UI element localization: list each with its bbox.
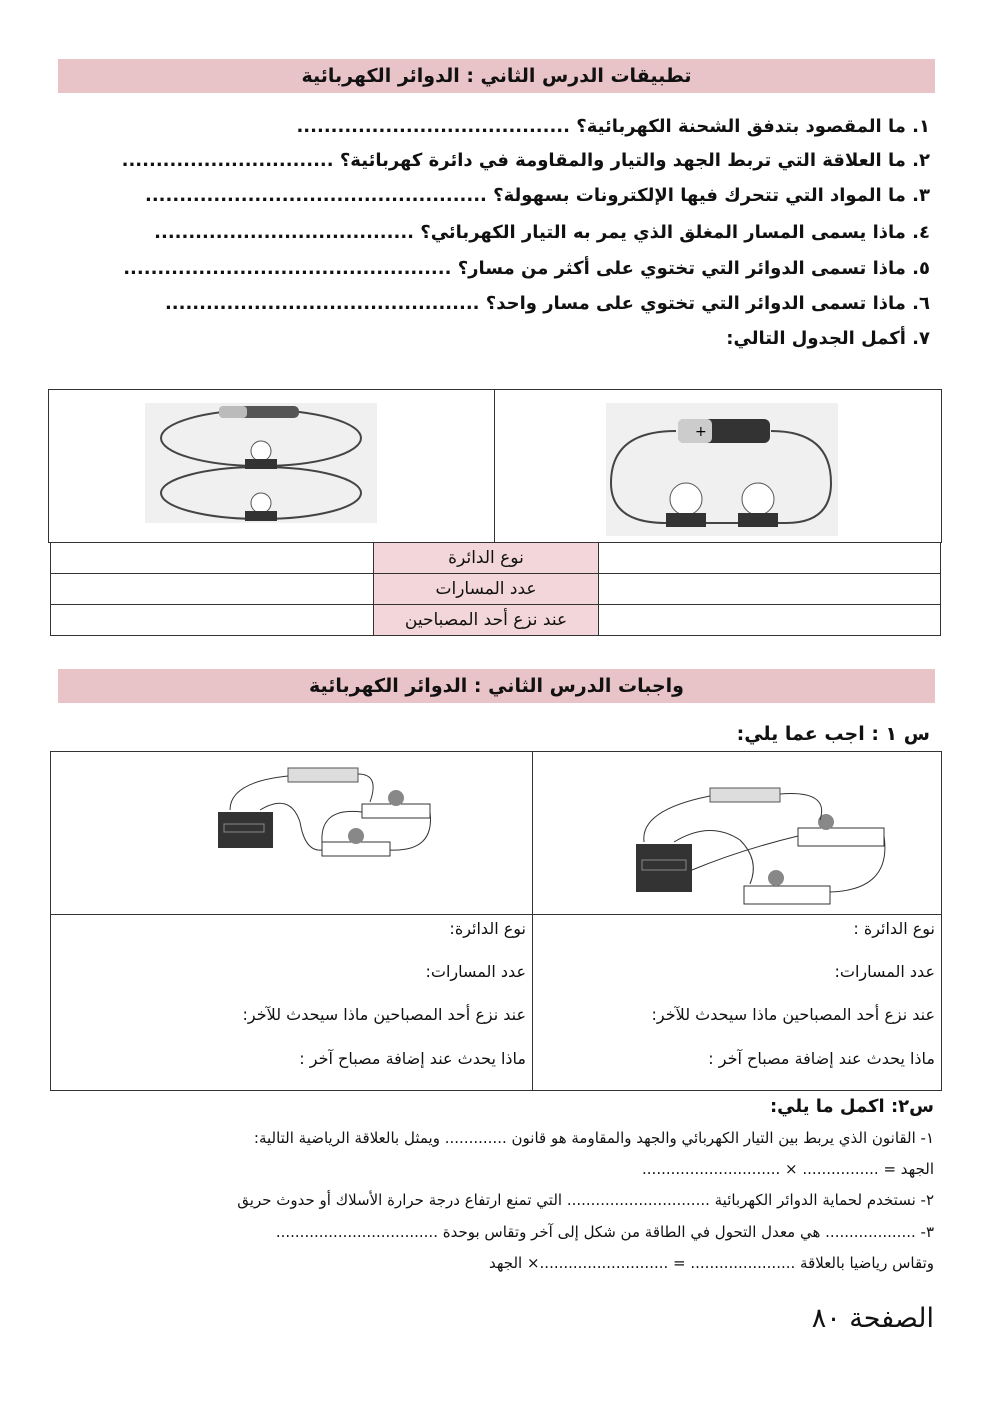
left-circuit-type-label: نوع الدائرة: — [449, 919, 526, 938]
q2-line-3: ٢- نستخدم لحماية الدوائر الكهربائية .............................. التي تمنع ارتفاع درجة حرارة الأسلاك أو حدوث حريق — [237, 1191, 934, 1209]
table-cell-answer[interactable] — [599, 574, 941, 605]
table-divider — [494, 389, 495, 542]
parallel-circuit-image — [145, 403, 377, 523]
left-path-count-label: عدد المسارات: — [425, 962, 526, 981]
question-6: ٦. ماذا تسمى الدوائر التي تختوي على مسار واحد؟ .............................................. — [164, 293, 930, 314]
svg-text:+: + — [695, 424, 707, 440]
q2-line-5: وتقاس رياضيا بالعلاقة ...................... = ...........................× الجهد — [488, 1254, 934, 1272]
row-label-circuit-type: نوع الدائرة — [374, 543, 599, 574]
section2-banner: واجبات الدرس الثاني : الدوائر الكهربائية — [58, 669, 935, 703]
section1-banner: تطبيقات الدرس الثاني : الدوائر الكهربائية — [58, 59, 935, 93]
table-cell-answer[interactable] — [51, 574, 374, 605]
q1-title: س ١ : اجب عما يلي: — [736, 723, 930, 745]
question-5: ٥. ماذا تسمى الدوائر التي تختوي على أكثر من مسار؟ ................................................ — [123, 258, 930, 279]
q2-title: س٢: اكمل ما يلي: — [769, 1096, 934, 1117]
question-2: ٢. ما العلاقة التي تربط الجهد والتيار والمقاومة في دائرة كهربائية؟ ............................... — [121, 150, 930, 171]
row-label-path-count: عدد المسارات — [374, 574, 599, 605]
q2-line-4: ٣- ................... هي معدل التحول في الطاقة من شكل إلى آخر وتقاس بوحدة .................................. — [275, 1223, 934, 1241]
q2-line-2: الجهد = ................ × ............................. — [642, 1160, 934, 1178]
left-remove-bulb-label: عند نزع أحد المصباحين ماذا سيحدث للآخر: — [242, 1005, 526, 1024]
table-cell-answer[interactable] — [51, 543, 374, 574]
series-circuit-image — [606, 403, 838, 536]
left-add-bulb-label: ماذا يحدث عند إضافة مصباح آخر : — [299, 1049, 526, 1068]
question-3: ٣. ما المواد التي تتحرك فيها الإلكترونات بسهولة؟ .................................................. — [145, 185, 930, 206]
right-remove-bulb-label: عند نزع أحد المصباحين ماذا سيحدث للآخر: — [651, 1005, 935, 1024]
q2-line-1: ١- القانون الذي يربط بين التيار الكهربائي والجهد والمقاومة هو قانون ............. ويمثل بالعلاقة الرياضية التالية: — [253, 1129, 934, 1147]
question-4: ٤. ماذا يسمى المسار المغلق الذي يمر به التيار الكهربائي؟ ...................................... — [154, 222, 930, 243]
right-circuit-type-label: نوع الدائرة : — [853, 919, 935, 938]
question-1: ١. ما المقصود بتدفق الشحنة الكهربائية؟ ........................................ — [296, 116, 930, 137]
series-battery-circuit-image — [210, 762, 440, 872]
homework-col-divider — [532, 751, 533, 1090]
row-label-remove-bulb: عند نزع أحد المصباحين — [374, 605, 599, 636]
parallel-battery-circuit-image — [630, 780, 890, 910]
table-cell-answer[interactable] — [599, 543, 941, 574]
circuit-comparison-table — [50, 542, 941, 636]
homework-row-divider — [50, 914, 941, 915]
page-number: الصفحة ٨٠ — [811, 1303, 934, 1334]
right-path-count-label: عدد المسارات: — [834, 962, 935, 981]
right-add-bulb-label: ماذا يحدث عند إضافة مصباح آخر : — [708, 1049, 935, 1068]
table-cell-answer[interactable] — [51, 605, 374, 636]
table-cell-answer[interactable] — [599, 605, 941, 636]
question-7: ٧. أكمل الجدول التالي: — [726, 328, 930, 349]
